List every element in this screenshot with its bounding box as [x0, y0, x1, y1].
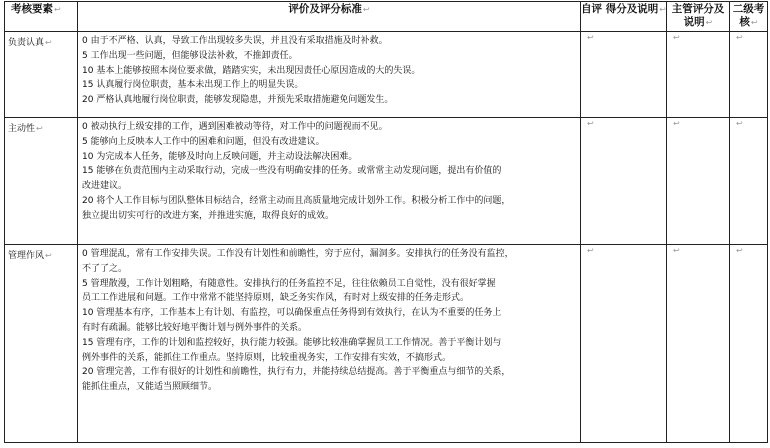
table-row [5, 32, 768, 118]
second-level-cell[interactable]: ↩ [730, 245, 768, 443]
self-score-cell[interactable]: ↩ [581, 32, 667, 118]
header-elements: 考核要素↩ [5, 2, 78, 32]
criteria-line: 0 管理混乱，常有工作安排失误。工作没有计划性和前瞻性，穷于应付，漏洞多。安排执行的任务没有监控， [82, 249, 514, 259]
criteria-line: 能抓住重点，又能适当照顾细节。 [82, 382, 218, 393]
criteria-line: 15 认真履行岗位职责，基本未出现工作上的明显失误。 [82, 80, 304, 91]
table-row [5, 245, 768, 443]
criteria-line: 20 将个人工作目标与团队整体目标结合，经常主动而且高质量地完成计划外工作。积极分析工作中的问题， [82, 195, 511, 206]
criteria-line: 20 管理完善，工作有很好的计划性和前瞻性，执行有力，并能持续总结提高。善于平衡重点与细节的关系， [82, 367, 511, 378]
criteria-line: 5 管理散漫，工作计划粗略，有随意性。安排执行的任务监控不足，往往依赖员工自觉性，没有很好掌握 [82, 278, 496, 289]
criteria-line: 10 基本上能够按照本岗位要求做，踏踏实实，未出现因责任心原因造成的大的失误。 [82, 65, 421, 76]
element-cell: 负责认真↩ [5, 32, 78, 118]
evaluation-table-frame [4, 1, 767, 447]
criteria-line: 改进建议。 [82, 181, 128, 192]
header-manager-score: 主管评分及说明↩ [667, 2, 730, 32]
element-cell: 管理作风↩ [5, 245, 78, 443]
criteria-line: 独立提出切实可行的改进方案，并推进实施，取得良好的成效。 [82, 210, 335, 221]
evaluation-table [4, 1, 768, 443]
second-level-cell[interactable]: ↩ [730, 32, 768, 118]
criteria-line: 20 严格认真地履行岗位职责，能够发现隐患，并预先采取措施避免问题发生。 [82, 95, 394, 106]
criteria-line: 员工工作进展和问题。工作中常常不能坚持原则，缺乏务实作风，有时对上级安排的任务走形式。 [82, 293, 470, 304]
criteria-line: 5 能够向上反映本人工作中的困难和问题，但没有改进建议。 [82, 136, 325, 147]
criteria-cell [78, 245, 581, 443]
table-row [5, 118, 768, 245]
criteria-line: 不了了之。 [82, 263, 128, 274]
criteria-line: 0 由于不严格、认真，导致工作出现较多失误，并且没有采取措施及时补救。 [82, 36, 388, 46]
manager-score-cell[interactable]: ↩ [667, 118, 730, 245]
criteria-line: 15 管理有序，工作的计划和监控较好，执行能力较强。能够比较准确掌握员工工作情况。善于平衡计划与 [82, 337, 502, 348]
criteria-cell [78, 32, 581, 118]
header-second-level: 二级考核↩ [730, 2, 768, 32]
header-row [5, 2, 768, 32]
element-cell: 主动性↩ [5, 118, 78, 245]
criteria-line: 10 管理基本有序，工作基本上有计划、有监控，可以确保重点任务得到有效执行，在认为不重要的任务上 [82, 308, 502, 319]
manager-score-cell[interactable]: ↩ [667, 32, 730, 118]
manager-score-cell[interactable]: ↩ [667, 245, 730, 443]
criteria-line: 0 被动执行上级安排的工作，遇到困难被动等待，对工作中的问题视而不见。 [82, 122, 388, 132]
header-self-score: 自评 得分及说明↩ [581, 2, 667, 32]
criteria-line: 5 工作出现一些问题，但能够设法补救，不推卸责任。 [82, 50, 298, 61]
criteria-line: 15 能够在负责范围内主动采取行动，完成一些没有明确安排的任务。或常常主动发现问题，提出有价值的 [82, 166, 502, 177]
criteria-line: 有时有疏漏。能够比较好地平衡计划与例外事件的关系。 [82, 322, 308, 333]
criteria-line: 例外事件的关系，能抓住工作重点。坚持原则，比较重视务实，工作安排有实效，不搞形式。 [82, 352, 452, 363]
criteria-line: 10 为完成本人任务，能够及时向上反映问题，并主动设法解决困难。 [82, 151, 358, 162]
self-score-cell[interactable]: ↩ [581, 118, 667, 245]
criteria-cell [78, 118, 581, 245]
header-criteria: 评价及评分标准↩ [78, 2, 581, 32]
second-level-cell[interactable]: ↩ [730, 118, 768, 245]
self-score-cell[interactable]: ↩ [581, 245, 667, 443]
